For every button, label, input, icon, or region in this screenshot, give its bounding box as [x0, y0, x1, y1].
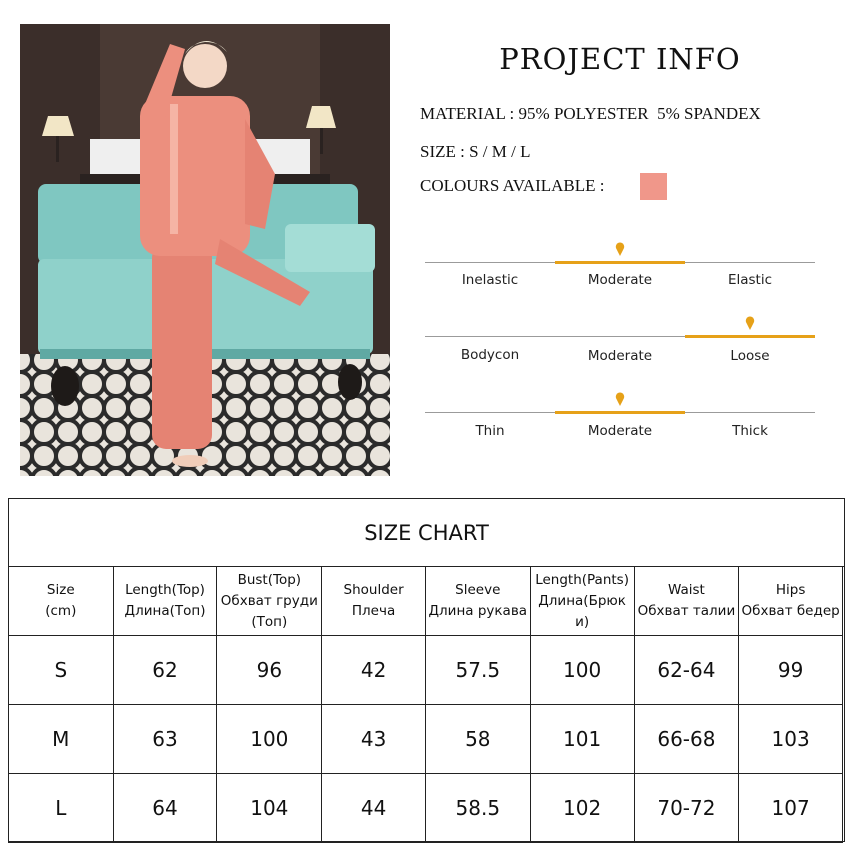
measurement-cell: 99	[739, 636, 843, 705]
size-chart-title: SIZE CHART	[9, 499, 844, 567]
location-pin-icon	[615, 392, 625, 406]
column-header-line: Hips	[775, 582, 806, 598]
measurement-cell: 100	[530, 636, 634, 705]
size-cell: M	[9, 705, 114, 774]
column-header-line: Обхват груди	[220, 592, 318, 609]
size-cell: L	[9, 774, 114, 843]
column-header-line: Bust(Top)	[237, 571, 302, 588]
column-header-line: и)	[575, 613, 590, 630]
measurement-cell: 103	[739, 705, 843, 774]
measurement-cell: 101	[530, 705, 634, 774]
scale-label-right: Thick	[732, 423, 768, 439]
column-header-line: (cm)	[45, 603, 77, 619]
measurement-cell: 107	[739, 774, 843, 843]
table-header-row	[9, 567, 843, 636]
table-row	[9, 774, 843, 843]
column-header-line: Length(Pants)	[535, 571, 629, 588]
column-header-line: Shoulder	[343, 582, 404, 598]
measurement-cell: 96	[217, 636, 322, 705]
column-header-line: Обхват бедер	[741, 603, 840, 619]
column-header-line: Length(Top)	[125, 582, 205, 598]
scale-label-middle: Moderate	[587, 272, 653, 288]
column-header-line: Плеча	[351, 603, 396, 619]
scale-label-right: Loose	[730, 348, 770, 364]
colours-label: COLOURS AVAILABLE :	[420, 176, 605, 195]
column-header	[217, 567, 322, 636]
scale-label-middle: Moderate	[587, 348, 653, 364]
location-pin-icon	[615, 242, 625, 256]
measurement-cell: 58.5	[425, 774, 530, 843]
size-cell: S	[9, 636, 114, 705]
table-row	[9, 705, 843, 774]
location-pin-icon	[745, 316, 755, 330]
column-header	[739, 567, 843, 636]
column-header-line: Size	[46, 582, 75, 598]
column-header	[322, 567, 426, 636]
column-header	[9, 567, 114, 636]
column-header-line: (Топ)	[251, 613, 288, 630]
column-header	[634, 567, 739, 636]
column-header	[425, 567, 530, 636]
measurement-cell: 62-64	[634, 636, 739, 705]
measurement-cell: 63	[113, 705, 217, 774]
scale-label-right: Elastic	[727, 272, 773, 288]
size-text: SIZE : S / M / L	[420, 142, 531, 161]
column-header-line: Длина рукава	[428, 603, 528, 619]
column-header-line: Waist	[667, 582, 705, 598]
measurement-cell: 102	[530, 774, 634, 843]
scale-highlight	[555, 261, 685, 264]
column-header-line: Длина(Брюк	[538, 592, 626, 609]
material-text: MATERIAL : 95% POLYESTER 5% SPANDEX	[420, 104, 761, 123]
measurement-cell: 62	[113, 636, 217, 705]
measurement-cell: 64	[113, 774, 217, 843]
measurement-cell: 100	[217, 705, 322, 774]
scale-highlight	[555, 411, 685, 414]
column-header	[530, 567, 634, 636]
scale-label-left: Inelastic	[461, 272, 519, 288]
column-header-line: Sleeve	[455, 582, 501, 598]
scale-highlight	[685, 335, 815, 338]
scale-label-middle: Moderate	[587, 423, 653, 439]
table-row	[9, 636, 843, 705]
colour-swatch[interactable]	[640, 173, 667, 200]
size-chart	[8, 498, 845, 842]
measurement-cell: 42	[322, 636, 426, 705]
product-photo	[20, 24, 390, 476]
measurement-cell: 70-72	[634, 774, 739, 843]
column-header-line: Обхват талии	[637, 603, 736, 619]
project-info-title: PROJECT INFO	[499, 42, 741, 76]
measurement-cell: 104	[217, 774, 322, 843]
measurement-cell: 58	[425, 705, 530, 774]
scale-label-left: Bodycon	[460, 347, 520, 363]
column-header	[113, 567, 217, 636]
measurement-cell: 44	[322, 774, 426, 843]
size-table	[8, 566, 843, 843]
column-header-line: Длина(Топ)	[124, 603, 206, 619]
measurement-cell: 57.5	[425, 636, 530, 705]
measurement-cell: 66-68	[634, 705, 739, 774]
scale-label-left: Thin	[475, 423, 505, 439]
measurement-cell: 43	[322, 705, 426, 774]
